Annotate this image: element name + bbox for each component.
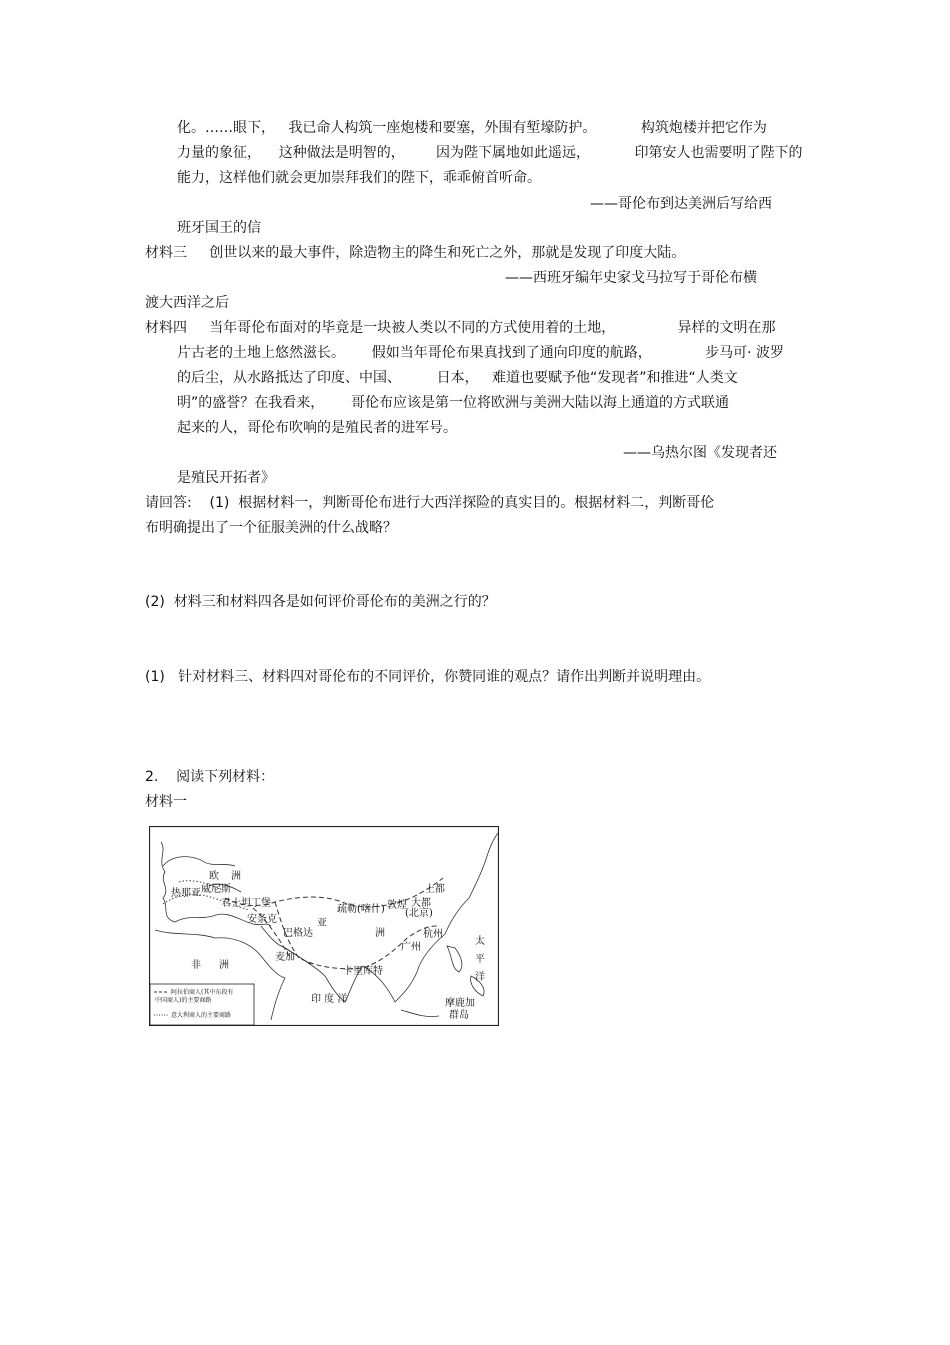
label-indian-ocean: 印 度 洋: [311, 994, 348, 1005]
material-label: 材料一: [145, 794, 187, 810]
label-africa: 洲: [219, 960, 229, 971]
label-hangzhou: 杭州: [423, 929, 443, 940]
label-calicut: 卡里库特: [343, 966, 383, 977]
section-heading: 2. 阅读下列材料：: [145, 769, 275, 785]
label-dadu: (北京): [405, 908, 433, 919]
label-venice: 威尼斯: [201, 884, 231, 895]
label-asia: 洲: [375, 928, 385, 939]
text-line: 化。……眼下， 我已命人构筑一座炮楼和要塞，外围有堑壕防护。 构筑炮楼并把它作为: [177, 120, 767, 136]
label-antioch: 安条克: [247, 914, 277, 925]
label-dunhuang: 敦煌: [387, 900, 407, 911]
text-line: 片古老的土地上悠然滋长。 假如当年哥伦布果真找到了通向印度的航路， 步马可· 波罗: [177, 345, 785, 361]
label-shangdu: 上都: [425, 884, 445, 895]
text-line: ——西班牙编年史家戈马拉写于哥伦布横: [505, 270, 757, 286]
text-line: 力量的象征， 这种做法是明智的， 因为陛下属地如此遥远， 印第安人也需要明了陛下的: [177, 145, 803, 161]
question-3: (1) 针对材料三、材料四对哥伦布的不同评价，你赞同谁的观点？请作出判断并说明理由。: [145, 669, 711, 685]
text-line: 起来的人，哥伦布吹响的是殖民者的进军号。: [177, 420, 457, 436]
label-moluccas: 群岛: [449, 1010, 469, 1021]
text-line: ——乌热尔图《发现者还: [623, 445, 777, 461]
text-line: 渡大西洋之后: [145, 295, 229, 311]
label-pacific: 洋: [475, 972, 485, 983]
legend-arab-route: 阿拉伯商人(其中东段有: [171, 989, 234, 996]
label-moluccas: 摩鹿加: [445, 998, 475, 1009]
label-baghdad: 巴格达: [283, 928, 313, 939]
question-2: (2) 材料三和材料四各是如何评价哥伦布的美洲之行的？: [145, 594, 496, 610]
label-europe: 欧: [209, 871, 219, 882]
text-line: 材料三 创世以来的最大事件，除造物主的降生和死亡之外，那就是发现了印度大陆。: [145, 245, 686, 261]
label-pacific: 太: [475, 936, 485, 947]
label-asia: 亚: [317, 918, 327, 929]
label-europe: 洲: [231, 871, 241, 882]
text-line: 布明确提出了一个征服美洲的什么战略？: [145, 520, 397, 536]
label-constantinople: 君士坦丁堡: [221, 898, 271, 909]
trade-route-map: [149, 826, 499, 1026]
legend-arab-route: 中国商人)的主要商路: [155, 997, 212, 1004]
text-line: 的后尘，从水路抵达了印度、中国、 日本， 难道也要赋予他“发现者”和推进“人类文: [177, 370, 738, 386]
text-line: 请回答: (1) 根据材料一，判断哥伦布进行大西洋探险的真实目的。根据材料二，判断哥伦: [145, 495, 715, 511]
text-line: 明”的盛誉？在我看来， 哥伦布应该是第一位将欧洲与美洲大陆以海上通道的方式联通: [177, 395, 729, 411]
map-legend: [150, 984, 254, 1025]
text-line: 能力，这样他们就会更加崇拜我们的陛下，乖乖俯首听命。: [177, 170, 541, 186]
label-africa: 非: [191, 960, 201, 971]
text-line: 是殖民开拓者》: [177, 470, 275, 486]
label-mecca: 麦加: [275, 952, 295, 963]
label-dadu: 大都: [411, 898, 431, 909]
label-genoa: 热那亚: [171, 888, 201, 899]
label-guangzhou: 广州: [401, 942, 421, 953]
legend-italian-route: 意大利商人的主要商路: [171, 1012, 232, 1019]
label-kashgar: 疏勒(喀什): [337, 904, 385, 915]
text-line: ——哥伦布到达美洲后写给西: [590, 196, 772, 212]
text-line: 班牙国王的信: [177, 220, 261, 236]
label-pacific: 平: [475, 954, 485, 965]
text-line: 材料四 当年哥伦布面对的毕竟是一块被人类以不同的方式使用着的土地， 异样的文明在那: [145, 320, 776, 336]
